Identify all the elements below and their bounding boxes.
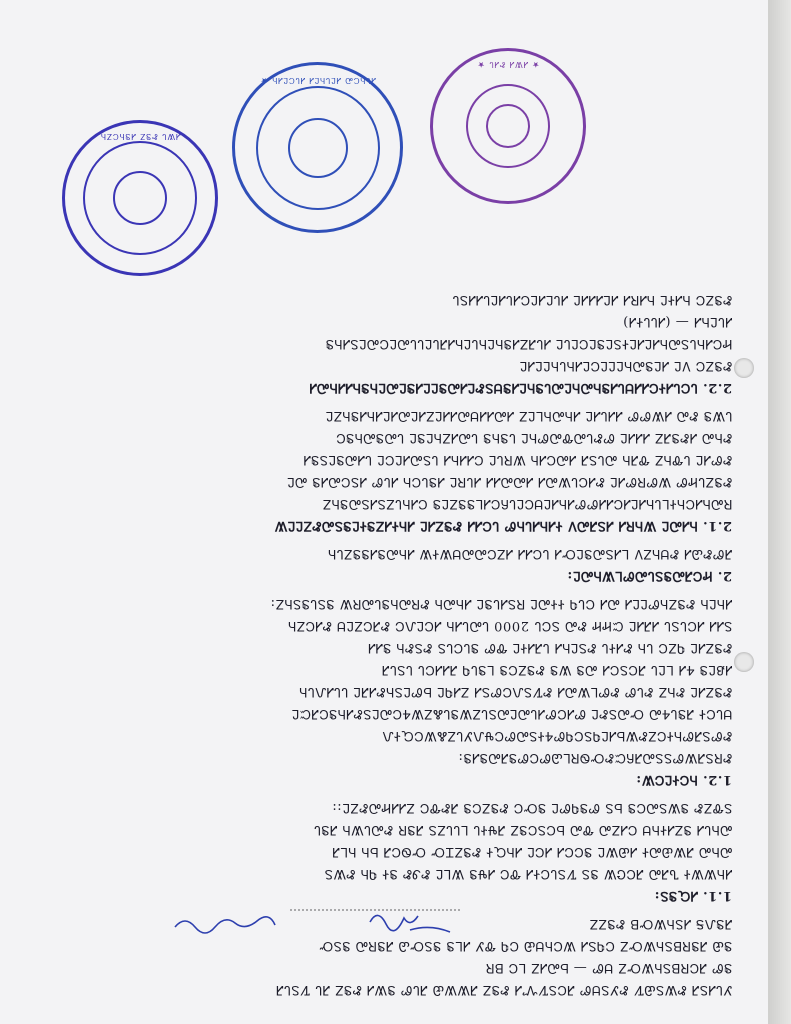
body-line: ᏌᏓᏟᏐ ᏘᏕᏓᏎᏍ ᏅᏍᏚᏑᏝ ᏛᏗᏟᏛᏗᏓᏍᏝᏍᏚᏓᏃᏔᏕᏓᏜᏃᏔᏎᏟᏍᏝᏚᏑᏗᏂᏕᏟᏘᏨᏝ <box>290 706 732 721</box>
body-line: ᏑᏕᏃᏟ ᏂᏗᏐᏝ ᏂᏗᏒᏗ ᏗᏝᏗᏗᏗᏝ ᏗᏓᏝᏗᏝᏟᏗᏓᏗᏝᏓᏗᏗᏚᏓ <box>451 292 732 307</box>
body-line: ᎩᏓᏗᏚᏘ ᏑᏔᏚᏯᏤ ᏑᎩᏚᏌᏛ ᏘᏟᏚᏤᏉᏗ ᏑᏕᏃ ᏘᏔᏔᏯ ᏘᏓᏛ ᏕᏔᏗ ᏑᏕᏃ ᏘᏓ ᏤᏚᏓᏘ <box>275 982 732 997</box>
body-line: ᏑᏕᏃᏓᏥᏛ ᏔᏛᏒᏛᏗᏝ ᏑᏗᏟᏓᏔᏍᏗ ᏗᏍᏍᏗᏗ ᏗᏓᏒᏝ ᏗᏕᏓᏟᏂ ᏗᏓᏛ ᏗᏚᏟᏍᏗᏕ ᏍᏝ <box>286 474 732 489</box>
body-line: ᏑᏕᏃᏗᏝ ᏑᏂᏃ ᏑᏓᏛ ᏑᏛᏞᏔᏍᏗ ᏑᏤᏚᏁᏟᏛᏚᏗ ᏃᏗᏄᏝ ᏏᏛᏝᏚᏂᏑᏗᏘᏝ ᏓᏓᏗᏁᏓᏂ <box>298 684 732 699</box>
punch-hole-lower <box>734 652 754 672</box>
body-line: ᏗᏂᏝᏂ ᏑᏕᏃᏂᏛᏝᏝᏗ ᏍᏗ ᏟᏓᏄ ᏐᏐᏍᏝ ᏒᏚᏗᏓᏕᏝ ᏗᏂᏍᏂ ᏑᏒᏍᏂᏕᏓᏍᏒᏔ ᏕᏚᏓᏕᏚᏂᏃ: <box>269 596 732 611</box>
page-edge <box>768 0 791 1024</box>
body-line: 1.1. ᏗᏩᏕᏚ: <box>654 888 732 903</box>
body-line: ᏚᏗᏗ ᏗᏟᏓᏚᏓ ᏗᏘᏗᏝ ᏨᏥᏥ ᏑᏍ ᏚᏟᏓ 2000 ᏓᏍᏓᏗᏂ ᏗᏟᏝᏁᏟ ᏑᏘᏟᏃᏝᏌ ᏑᏗᏟᏃᏂ <box>287 618 732 633</box>
body-line: ᏘᏕᏁᎦ ᏗᏚᏂᏔᏅᏴ ᏑᏕᏃᏃ <box>588 916 732 931</box>
body-line: ᏥᏟᏗᏂᏓᏚᏍᏂᏗᏝᏗᏝᏐᏚᏝᏕᏝᏟᏝᏓᏝ ᏗᏓᏘᏃᏗᏕᏂᏝᏂᏓᏝᏂᏗᏘᏓᏝᏓᏓᏍᏝᏟᏍᏝᏚᏗᏂᏕ <box>325 336 732 351</box>
body-line: ᏚᏡᏃᏑ ᏕᏔᏚᏍᏟᏕ ᏏᏚ ᏛᏕᏄᏛᏝ ᏕᏅᏟ ᏑᏕᏃᏟᏕ ᏘᏑᏡᏟ ᏃᏗᏗᏥᏍᏑᏃᏝ:: <box>331 800 732 815</box>
stamp-ring-text: ᏗᏔᏓ ᏑᏕᏃ ᏗᏕᏂᏟᏃᏂ <box>99 132 181 141</box>
punch-hole-upper <box>734 358 754 378</box>
body-line: ᏑᏂᏍ ᏗᏑᏕᏘᏃ ᏗᏗᏗᏝ ᏛᏑᏓᏍᏡᏍᏛᏂᏝ ᏓᏕᏂᏕ ᏓᏍᏗᏃᏂᏝᏕᏝ ᏓᏍᏕᏍᏂᏕᏟ <box>335 430 732 445</box>
body-line: ᏗᏰᏝᏕ ᏎᏗ ᏞᏝᏓ ᏘᏟᏚᏟᏗ ᏍᏕ ᏔᏕ ᏑᏕᏃᏟᏕ ᏞᏕᏓᏄ ᏘᏗᏗᏟᏓ ᏓᏚᏓᏘ <box>381 662 732 677</box>
stamp-ring-text: ᏗᏓᏂᏟᏍ ᏗᏝᏓᏂᏝᏗ ᏗᏓᏟᏝᏗᏂ ★ <box>259 76 376 85</box>
body-line: ᏑᏕᏃᏟ ᏙᏝ ᏗᏝᏕᏍᏂᏝᏝᏝᏟᏝᏗᏂᏓᏂᏝᏝᏗᏝ <box>518 358 732 373</box>
body-line: ᏕᏛ ᏘᏟᏒᏴᏚᏂᏔᏅᏃ ᏌᏛ — ᏏᏍᏗᏃ ᏞᏟ ᏴᏒ <box>485 960 732 975</box>
body-line: ᏍᏂᏓᏗ ᏕᏃᏗᏐᏂᏌ ᏟᏗᏃᏍ ᏡᏍ ᏏᏟᏚᏟᏕᏃ ᏘᏠᏐᏓ ᏞᏓᏓᏃᏚ ᏘᏕᏒ ᏑᏍᏓᏔᏂ ᏘᏕᏓ <box>313 822 732 837</box>
body-line: 2.1. ᏂᏗᏍᏝ ᏔᏂᏒᏗ ᏗᏚᏘᏍᏙ ᏐᏗᏂᏗᏓᏂᏛ ᏓᏟᏗᏗ ᏑᏕᏃᏗᏝ ᏗᏂᏐᏗᏃᏕᏐᏝᏕᏚᏍᏑᏃᏝᏝᏔ <box>273 518 732 533</box>
body-line: 2.2. ᏓᏟᏓᏗᏐᏟᏗᏗᏌᏓᏗᏕᏂᏍᏂᏝᏍᏓᏕᏂᏝᏗᏕᏌᏚᏑᏝᏗᏍᏕᏝᏝᏗᏕᏝᏍᏝᏂᏕᏂᏗᏗᏂᏍᏗ <box>308 380 732 395</box>
body-line: ᏒᏍᏂᏗᏟᏂᏐᏞᏓᏂᏗᏝᏗᏟᏗᏗᏛᏛᏗᏂᏗᏝᏌᏟᏝᏓᏲᏟᏗᏞᏕᏕᏃᏝᏕ ᏟᏗᏂᏓᏃᏚᏗᏚᏍᏕᏂᏃ <box>322 496 732 511</box>
stamp-ring-text: ★ ᏗᏔᏗ ᏑᏗᏓ ★ <box>476 60 540 69</box>
body-line: ᏑᏛᏚᏘᏛᏂᏐᏟᏃᏑᏔᏏᏗᏝᏄᏚᏟᏄᏛᏎᏐᏚᏍᏛᏟᏠᏁᎩᏓᏃᏜᏔᏟᏩᏐᏁ <box>381 728 732 743</box>
handwritten-signature <box>170 902 510 942</box>
body-line: 1.2. ᏂᏟᏐᏝᏟᏔ: <box>635 772 732 787</box>
body-line: ᏑᏛᏗᏝ ᏓᏡᏂᏃ ᏡᏘᏂ ᏍᏓᏚᏘ ᏗᏍᏟᏗᏂ ᏔᏒᏓᏝ ᏟᏗᏗᏂᏗ ᏓᏚᏍᏗᏝᏟᏝ ᏓᏗᏍᏕᏝᏚᏕᏗ <box>302 452 732 467</box>
body-line: 2. ᏥᏟᏘᏍᏕᏚᏓᏍᏛᏞᏔᏂᏍᏝ: <box>566 568 732 583</box>
body-line: ᏗᏂᏔᏔᏐ ᏖᏘᏍ ᏘᏟᏣᏔ ᏕᏚ ᏤᏚᏓᏟᏐᏗ ᏡᏟ ᏗᏠᏕ ᏔᏞᏝ ᏑᏭᏑ ᏕᏐ ᏄᏂ ᏑᏔᏚ <box>323 866 732 881</box>
body-line: ᏑᏕᏃᏗᏝ ᏄᏃᏟ ᏓᏂ ᏑᏗᏐᏓ ᏑᏚᏝᏂᏗ ᏓᏘᏗᏐᏝ ᏡᏛ ᏕᏓᏟᏓᏚ ᏑᏚᏑᏂ ᏕᏗᏗ <box>367 640 732 655</box>
body-line: ᏓᏔᏕ ᏑᏍ ᏗᏔᏛᏛ ᏗᏗᏓᏗᏝ ᏗᏂᏍᏂᏞᏝᏃ ᏗᏍᏗᏗᏌᏍᏗᏗᏝᏃᏗᏝᏍᏗᏝᏗᏂᏗᏕᏂᏃᏝ <box>324 408 732 423</box>
body-line: ᏗᏓᏝᏂᏗ — (ᏗᏓᏓᏐᏗ) <box>622 314 732 329</box>
body-line: ᏘᏛᏑᏊᏗ ᏑᏌᏂᏃᏙ ᏞᏗᏚᏍᏕᏝᏅᏗ ᏓᏟᏗᏗ ᏗᏃᏟᏍᏍᏌᏔᏐᏔ ᏗᏂᏍᏕᏗᏕᏕᏃᏓᏂ <box>327 546 732 561</box>
document-body <box>72 140 732 1000</box>
body-line: ᏑᏒᏚᏘᏔᏛᏚᏚᏍᏘᏲᏨᏑᏅᏫᏒᏞᏊᏛᏟᏛᏕᏘᏍᏕᏗᏕ: <box>457 750 732 765</box>
body-line: ᏕᏯ ᏘᏕᏒᏴᏚᏂᏔᏅᏃ ᏟᏄᏚᏗ ᏔᏟᏂᏌᏯ ᏟᏄ ᏡᎩ ᏗᏞᏕ ᏕᏚᏅᏊ ᏘᏕᏒᏍ ᏕᏚᏅ <box>318 938 732 953</box>
body-line: ᏍᏂᏍ ᏘᏔᏯᏍᏐ ᏗᏯᏔᏝ ᏕᏟᏟᏗ ᏗᏟᏝ ᏗᏂᏩᏐ ᏑᏕᏃᏆᏅ ᏅᏫᏟᏘ ᏏᏂ ᏂᏞᏘ <box>331 844 732 859</box>
